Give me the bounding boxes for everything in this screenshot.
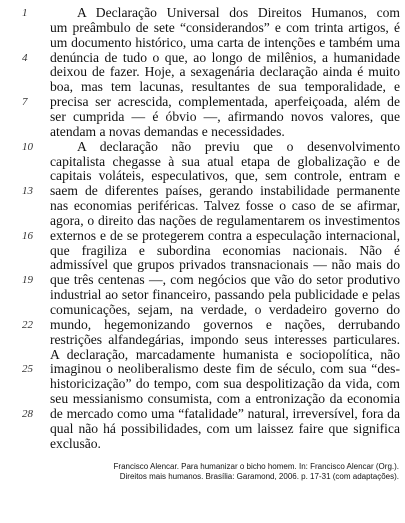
line-number: 28 (22, 407, 33, 420)
text-line: A Declaração Universal dos Direitos Humanos, com (77, 5, 400, 20)
text-line: exclusão. (50, 435, 101, 451)
text-line: industrial ao setor financeiro, passando pela publicidade e pelas (50, 287, 400, 303)
text-line: boa, mas tem lacunas, resultantes de sua temporalidade, e (50, 79, 400, 95)
text-line: ser cumprida — é óbvio —, afirmando novos valores, que (50, 108, 400, 124)
text-line: seu messianismo consumista, com a entronização da economia (50, 391, 400, 407)
line-number: 25 (22, 363, 33, 376)
source-citation (69, 462, 399, 482)
text-line: externos e de se protegerem contra a especulação internacional, (50, 227, 400, 243)
text-line: que três centenas —, com negócios que vão do setor produtivo (50, 272, 400, 288)
text-line: admissível que grupos privados transnacionais — não mais do (50, 257, 400, 273)
line-number: 7 (22, 96, 28, 109)
text-line: que fragiliza e subordina economias nacionais. Não é (50, 242, 400, 258)
text-line: A declaração não previu que o desenvolvimento (77, 138, 400, 154)
text-line: agora, o direito das nações de regulamentarem os investimentos (50, 212, 400, 228)
text-line: capitais voláteis, especulativos, que, sem controle, entram e (50, 168, 400, 184)
text-line: precisa ser acrescida, complementada, aperfeiçoada, além de (50, 94, 400, 110)
line-number: 22 (22, 318, 33, 331)
line-number: 4 (22, 51, 28, 64)
text-line: deixou de fazer. Hoje, a sexagenária declaração ainda é muito (50, 64, 400, 80)
text-line: qual não há possibilidades, com um laissez faire que significa (50, 420, 400, 436)
text-line: um preâmbulo de sete “considerandos” e com trinta artigos, é (50, 19, 400, 35)
source-line-2: Direitos mais humanos. Brasília: Garamond, 2006. p. 17-31 (com adaptações). (119, 471, 399, 481)
line-number: 13 (22, 185, 33, 198)
line-number: 19 (22, 274, 33, 287)
text-line: atendam a novas demandas e necessidades. (50, 123, 285, 139)
text-line: imaginou o neoliberalismo deste fim de século, com sua “des- (50, 361, 400, 377)
text-line: capitalista chegasse à sua atual etapa de globalização e de (50, 153, 400, 169)
line-number: 16 (22, 229, 33, 242)
text-line: de mercado como uma “fatalidade” natural, irreversível, fora da (50, 405, 400, 421)
source-line-1: Francisco Alencar. Para humanizar o bicho homem. In: Francisco Alencar (Org.). (113, 461, 399, 471)
line-number: 10 (22, 140, 33, 153)
text-line: denúncia de tudo o que, ao longo de milênios, a humanidade (50, 49, 400, 65)
text-line: historicização” do tempo, com sua despolitização da vida, com (50, 376, 400, 392)
text-line: saem de diferentes países, gerando instabilidade permanente (50, 183, 400, 199)
line-number: 1 (22, 7, 28, 19)
text-line: comunicações, sejam, na verdade, o verdadeiro governo do (50, 302, 400, 317)
text-line: um documento histórico, uma carta de intenções e também uma (50, 34, 400, 50)
text-line: nas economias periféricas. Talvez fosse o caso de se afirmar, (50, 198, 400, 214)
text-line: restrições alfandegárias, impondo seus interesses particulares. (50, 331, 400, 347)
text-line: A declaração, marcadamente humanista e sociopolítica, não (50, 346, 400, 362)
text-line: mundo, hegemonizando governos e nações, derrubando (50, 316, 400, 332)
